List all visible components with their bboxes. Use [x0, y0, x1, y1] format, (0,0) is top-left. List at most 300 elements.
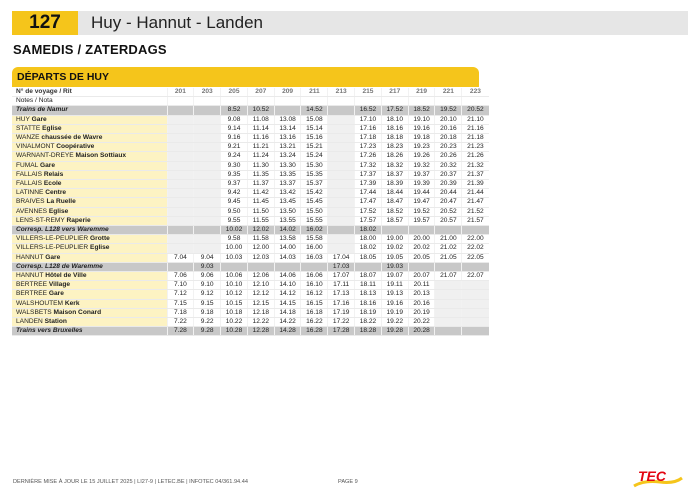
stop-name: LANDEN: [16, 318, 43, 326]
time-cell: 18.23: [381, 143, 408, 152]
time-cell: [435, 327, 462, 336]
time-cell: 11.24: [247, 152, 274, 161]
time-cell: 18.47: [381, 198, 408, 207]
time-cell: 9.50: [221, 207, 248, 216]
stop-row: [12, 216, 489, 225]
stop-name-cell: [12, 244, 167, 253]
time-cell: 20.37: [435, 170, 462, 179]
notes-cell: [194, 97, 221, 106]
time-cell: 19.52: [408, 207, 435, 216]
time-cell: [328, 216, 355, 225]
time-cell: 7.04: [167, 253, 194, 262]
notes-cell: [355, 97, 382, 106]
time-cell: 12.22: [247, 318, 274, 327]
stop-row: [12, 308, 489, 317]
stop-name-cell: [12, 170, 167, 179]
time-cell: 13.58: [274, 235, 301, 244]
time-cell: 21.26: [462, 152, 489, 161]
time-cell: 9.03: [194, 262, 221, 271]
time-cell: 7.06: [167, 272, 194, 281]
stop-name: HANNUT: [16, 253, 44, 261]
stop-name-cell: Corresp. L128 vers Waremme: [12, 226, 167, 235]
time-cell: 14.18: [274, 308, 301, 317]
time-cell: [381, 226, 408, 235]
stop-name-cell: [12, 134, 167, 143]
time-cell: 13.24: [274, 152, 301, 161]
time-cell: [408, 262, 435, 271]
time-cell: 14.28: [274, 327, 301, 336]
time-cell: 17.57: [355, 216, 382, 225]
time-cell: 9.58: [221, 235, 248, 244]
time-cell: 21.16: [462, 124, 489, 133]
time-cell: 19.37: [408, 170, 435, 179]
time-cell: 7.10: [167, 281, 194, 290]
time-cell: 15.45: [301, 198, 328, 207]
notes-label: Notes / Nota: [12, 97, 167, 106]
time-cell: 13.42: [274, 189, 301, 198]
time-cell: 20.39: [435, 180, 462, 189]
time-cell: 20.00: [408, 235, 435, 244]
time-cell: [328, 124, 355, 133]
time-cell: [194, 244, 221, 253]
notes-row: [12, 97, 489, 106]
time-cell: 20.52: [462, 106, 489, 115]
time-cell: 14.15: [274, 299, 301, 308]
time-cell: 19.02: [381, 244, 408, 253]
time-cell: [167, 189, 194, 198]
stop-name-cell: [12, 198, 167, 207]
stop-row: [12, 161, 489, 170]
time-cell: [435, 318, 462, 327]
time-cell: [194, 106, 221, 115]
time-cell: 16.18: [301, 308, 328, 317]
time-cell: 21.00: [435, 235, 462, 244]
stop-name-cell: [12, 143, 167, 152]
stop-name: WARNANT-DREYE: [16, 152, 74, 160]
stop-name-cell: Trains vers Bruxelles: [12, 327, 167, 336]
notes-cell: [221, 97, 248, 106]
time-cell: 21.37: [462, 170, 489, 179]
time-cell: [194, 226, 221, 235]
time-cell: 16.15: [301, 299, 328, 308]
time-cell: [328, 198, 355, 207]
time-cell: 11.14: [247, 124, 274, 133]
time-cell: [167, 235, 194, 244]
time-cell: [194, 161, 221, 170]
time-cell: 9.30: [221, 161, 248, 170]
time-cell: 7.18: [167, 308, 194, 317]
time-cell: 22.02: [462, 244, 489, 253]
time-cell: [167, 180, 194, 189]
time-cell: 9.08: [221, 115, 248, 124]
time-cell: [328, 189, 355, 198]
time-cell: 20.26: [435, 152, 462, 161]
time-cell: 9.15: [194, 299, 221, 308]
time-cell: [221, 262, 248, 271]
time-cell: 22.07: [462, 272, 489, 281]
time-cell: 20.28: [408, 327, 435, 336]
stop-detail: Centre: [45, 189, 67, 197]
time-cell: 17.44: [355, 189, 382, 198]
time-cell: 9.24: [221, 152, 248, 161]
time-cell: [167, 161, 194, 170]
time-cell: [328, 170, 355, 179]
time-cell: 17.52: [381, 106, 408, 115]
time-cell: 18.57: [381, 216, 408, 225]
stop-detail: Gare: [39, 161, 55, 169]
stop-detail: Maison Conard: [53, 308, 102, 316]
stop-name: LENS-ST-REMY: [16, 216, 65, 224]
time-cell: 12.03: [247, 253, 274, 262]
stop-detail: Village: [48, 281, 71, 289]
stop-row: [12, 272, 489, 281]
time-cell: 15.58: [301, 235, 328, 244]
time-cell: 13.45: [274, 198, 301, 207]
time-cell: 17.22: [328, 318, 355, 327]
time-cell: 18.44: [381, 189, 408, 198]
time-cell: [167, 143, 194, 152]
time-cell: 7.22: [167, 318, 194, 327]
time-cell: 13.37: [274, 180, 301, 189]
stop-name-cell: [12, 253, 167, 262]
time-cell: 11.37: [247, 180, 274, 189]
time-cell: 18.10: [381, 115, 408, 124]
notes-cell: [381, 97, 408, 106]
time-cell: 20.47: [435, 198, 462, 207]
time-cell: 20.11: [408, 281, 435, 290]
time-cell: 9.21: [221, 143, 248, 152]
time-cell: 21.18: [462, 134, 489, 143]
connection-row: [12, 106, 489, 115]
notes-cell: [328, 97, 355, 106]
section-title: DÉPARTS DE HUY: [12, 67, 479, 87]
time-cell: 7.12: [167, 290, 194, 299]
stop-name: HUY: [16, 115, 30, 123]
stop-detail: Gare: [45, 253, 61, 261]
time-cell: 21.05: [435, 253, 462, 262]
time-cell: 11.08: [247, 115, 274, 124]
stop-name: WALSBETS: [16, 308, 52, 316]
stop-row: [12, 180, 489, 189]
time-cell: 10.28: [221, 327, 248, 336]
voyage-number: 205: [221, 88, 248, 97]
stop-name: BRAIVES: [16, 198, 45, 206]
time-cell: 10.15: [221, 299, 248, 308]
stop-name-cell: [12, 290, 167, 299]
time-cell: [167, 226, 194, 235]
time-cell: 16.28: [301, 327, 328, 336]
time-cell: 20.32: [435, 161, 462, 170]
time-cell: 12.02: [247, 226, 274, 235]
time-cell: 14.10: [274, 281, 301, 290]
notes-cell: [408, 97, 435, 106]
time-cell: 13.35: [274, 170, 301, 179]
stop-name-cell: [12, 180, 167, 189]
time-cell: 10.12: [221, 290, 248, 299]
time-cell: 7.15: [167, 299, 194, 308]
time-cell: 17.18: [355, 134, 382, 143]
time-cell: 16.03: [301, 253, 328, 262]
stop-row: [12, 281, 489, 290]
stop-detail: Kerk: [64, 299, 80, 307]
time-cell: 21.02: [435, 244, 462, 253]
time-cell: [435, 262, 462, 271]
time-cell: 16.52: [355, 106, 382, 115]
time-cell: 17.11: [328, 281, 355, 290]
time-cell: 20.07: [408, 272, 435, 281]
time-cell: [194, 152, 221, 161]
time-cell: 17.19: [328, 308, 355, 317]
time-cell: [194, 143, 221, 152]
time-cell: [328, 106, 355, 115]
time-cell: 20.13: [408, 290, 435, 299]
time-cell: [274, 106, 301, 115]
stop-name-cell: [12, 189, 167, 198]
time-cell: [328, 207, 355, 216]
stop-detail: Station: [44, 318, 67, 326]
time-cell: 20.22: [408, 318, 435, 327]
time-cell: 12.15: [247, 299, 274, 308]
stop-name: VILLERS-LE-PEUPLIER: [16, 244, 89, 252]
time-cell: 9.14: [221, 124, 248, 133]
time-cell: [462, 318, 489, 327]
time-cell: 16.06: [301, 272, 328, 281]
time-cell: 20.57: [435, 216, 462, 225]
time-cell: 12.12: [247, 290, 274, 299]
stop-name-cell: [12, 115, 167, 124]
time-cell: 14.12: [274, 290, 301, 299]
voyage-number: 201: [167, 88, 194, 97]
stop-row: [12, 198, 489, 207]
time-cell: 19.28: [381, 327, 408, 336]
time-cell: 18.05: [355, 253, 382, 262]
time-cell: [194, 207, 221, 216]
time-cell: [435, 290, 462, 299]
time-cell: 19.11: [381, 281, 408, 290]
time-cell: 13.16: [274, 134, 301, 143]
time-cell: 19.44: [408, 189, 435, 198]
time-cell: 17.23: [355, 143, 382, 152]
time-cell: [167, 198, 194, 207]
time-cell: 14.22: [274, 318, 301, 327]
stop-detail: Hôtel de Ville: [45, 272, 87, 280]
time-cell: 20.02: [408, 244, 435, 253]
time-cell: 21.44: [462, 189, 489, 198]
timetable: [12, 88, 489, 336]
time-cell: [194, 170, 221, 179]
time-cell: 19.13: [381, 290, 408, 299]
time-cell: 9.18: [194, 308, 221, 317]
notes-cell: [167, 97, 194, 106]
time-cell: 9.35: [221, 170, 248, 179]
stop-name: WALSHOUTEM: [16, 299, 64, 307]
stop-name-cell: [12, 299, 167, 308]
time-cell: 19.52: [435, 106, 462, 115]
time-cell: 19.00: [381, 235, 408, 244]
stop-row: [12, 290, 489, 299]
time-cell: 17.52: [355, 207, 382, 216]
time-cell: [194, 124, 221, 133]
time-cell: [194, 180, 221, 189]
stop-detail: Gare: [48, 290, 64, 298]
stop-name: HANNUT: [16, 272, 44, 280]
stop-row: [12, 189, 489, 198]
time-cell: 20.10: [435, 115, 462, 124]
time-cell: [194, 134, 221, 143]
time-cell: [435, 299, 462, 308]
time-cell: 21.23: [462, 143, 489, 152]
time-cell: [408, 226, 435, 235]
time-cell: 9.55: [221, 216, 248, 225]
time-cell: 8.52: [221, 106, 248, 115]
stop-detail: Eglise: [48, 207, 69, 215]
time-cell: 7.28: [167, 327, 194, 336]
time-cell: 20.19: [408, 308, 435, 317]
time-cell: 16.02: [301, 226, 328, 235]
time-cell: 20.52: [435, 207, 462, 216]
voyage-number: 213: [328, 88, 355, 97]
time-cell: 15.08: [301, 115, 328, 124]
time-cell: [462, 226, 489, 235]
stop-row: [12, 170, 489, 179]
time-cell: 16.12: [301, 290, 328, 299]
time-cell: 21.39: [462, 180, 489, 189]
time-cell: 17.16: [355, 124, 382, 133]
time-cell: 14.52: [301, 106, 328, 115]
voyage-number-row: [12, 88, 489, 97]
time-cell: 19.19: [381, 308, 408, 317]
time-cell: 19.23: [408, 143, 435, 152]
time-cell: 21.52: [462, 207, 489, 216]
time-cell: [167, 152, 194, 161]
time-cell: 10.03: [221, 253, 248, 262]
stop-row: [12, 235, 489, 244]
time-cell: [328, 244, 355, 253]
stop-detail: Coopérative: [56, 143, 95, 151]
stop-name-cell: [12, 124, 167, 133]
time-cell: 14.00: [274, 244, 301, 253]
time-cell: 15.30: [301, 161, 328, 170]
time-cell: 21.32: [462, 161, 489, 170]
time-cell: [328, 235, 355, 244]
time-cell: 19.22: [381, 318, 408, 327]
time-cell: 19.57: [408, 216, 435, 225]
time-cell: 12.00: [247, 244, 274, 253]
time-cell: 14.03: [274, 253, 301, 262]
time-cell: [328, 115, 355, 124]
time-cell: 11.45: [247, 198, 274, 207]
stop-name: FALLAIS: [16, 170, 43, 178]
voyage-label: N° de voyage / Rit: [12, 88, 167, 97]
time-cell: 20.16: [408, 299, 435, 308]
stop-row: [12, 299, 489, 308]
time-cell: [328, 180, 355, 189]
time-cell: 9.06: [194, 272, 221, 281]
stop-detail: chaussée de Wavre: [41, 134, 103, 142]
time-cell: 18.16: [381, 124, 408, 133]
voyage-number: 221: [435, 88, 462, 97]
time-cell: 21.57: [462, 216, 489, 225]
voyage-number: 217: [381, 88, 408, 97]
time-cell: 17.26: [355, 152, 382, 161]
time-cell: 10.18: [221, 308, 248, 317]
stop-detail: Raperie: [66, 216, 91, 224]
time-cell: 11.50: [247, 207, 274, 216]
time-cell: 18.13: [355, 290, 382, 299]
time-cell: 19.16: [408, 124, 435, 133]
time-cell: 9.12: [194, 290, 221, 299]
time-cell: 16.22: [301, 318, 328, 327]
time-cell: 17.13: [328, 290, 355, 299]
time-cell: 15.35: [301, 170, 328, 179]
time-cell: [167, 216, 194, 225]
time-cell: [194, 216, 221, 225]
voyage-number: 207: [247, 88, 274, 97]
time-cell: 17.39: [355, 180, 382, 189]
time-cell: 19.18: [408, 134, 435, 143]
time-cell: [462, 281, 489, 290]
time-cell: 10.06: [221, 272, 248, 281]
time-cell: [462, 290, 489, 299]
time-cell: 12.28: [247, 327, 274, 336]
tec-logo: [630, 466, 686, 490]
time-cell: 18.11: [355, 281, 382, 290]
stop-row: [12, 115, 489, 124]
time-cell: 17.16: [328, 299, 355, 308]
time-cell: 15.37: [301, 180, 328, 189]
time-cell: 15.24: [301, 152, 328, 161]
voyage-number: 209: [274, 88, 301, 97]
stop-name: LATINNE: [16, 189, 44, 197]
notes-cell: [247, 97, 274, 106]
time-cell: [167, 170, 194, 179]
time-cell: [462, 327, 489, 336]
time-cell: 15.14: [301, 124, 328, 133]
time-cell: 11.58: [247, 235, 274, 244]
connection-row: [12, 327, 489, 336]
time-cell: 18.22: [355, 318, 382, 327]
time-cell: 18.16: [355, 299, 382, 308]
time-cell: [194, 115, 221, 124]
time-cell: 18.18: [381, 134, 408, 143]
time-cell: 18.00: [355, 235, 382, 244]
time-cell: 18.07: [355, 272, 382, 281]
time-cell: 20.18: [435, 134, 462, 143]
time-cell: 18.37: [381, 170, 408, 179]
time-cell: 18.02: [355, 244, 382, 253]
time-cell: [328, 152, 355, 161]
time-cell: 9.22: [194, 318, 221, 327]
time-cell: 13.14: [274, 124, 301, 133]
notes-cell: [462, 97, 489, 106]
time-cell: [167, 106, 194, 115]
stop-name: BERTRÉE: [16, 290, 48, 298]
page-number: PAGE 9: [338, 479, 358, 485]
time-cell: [328, 134, 355, 143]
stop-name: WANZE: [16, 134, 40, 142]
time-cell: 20.16: [435, 124, 462, 133]
stop-detail: Ecole: [43, 180, 62, 188]
time-cell: [462, 262, 489, 271]
stop-name: VILLERS-LE-PEUPLIER: [16, 235, 89, 243]
stop-name-cell: Corresp. L128 de Waremme: [12, 262, 167, 271]
stop-name-cell: [12, 281, 167, 290]
stop-detail: Maison Sottiaux: [75, 152, 127, 160]
line-number-badge: 127: [12, 11, 78, 35]
stop-row: [12, 244, 489, 253]
stop-row: [12, 143, 489, 152]
time-cell: 18.32: [381, 161, 408, 170]
